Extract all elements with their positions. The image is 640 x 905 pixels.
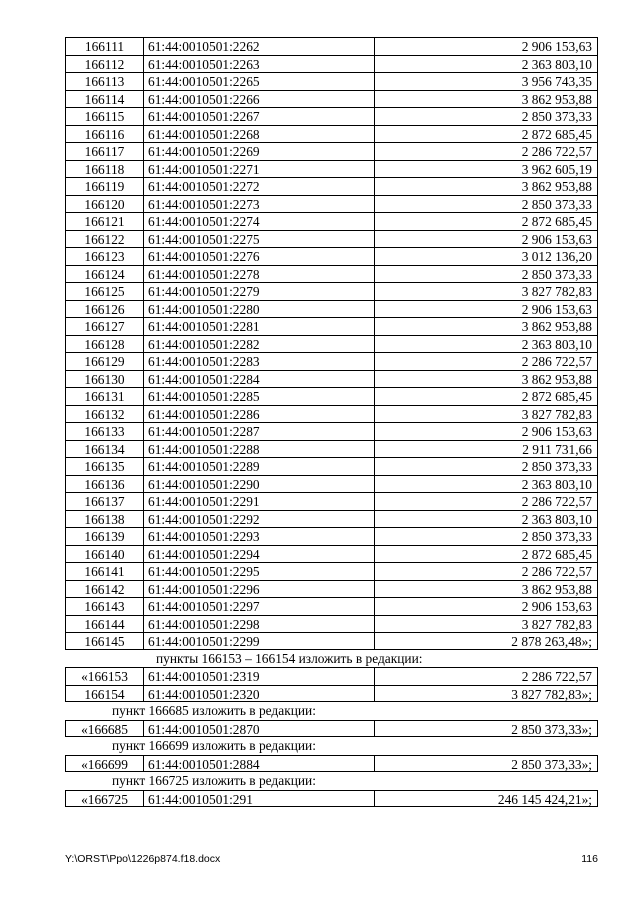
value-cell: 2 286 722,57	[374, 352, 598, 370]
row-number-cell: 166135	[65, 457, 143, 475]
table-row	[65, 492, 598, 510]
value-cell: 2 363 803,10	[374, 475, 598, 493]
value-cell: 2 911 731,66	[374, 440, 598, 458]
document-table	[65, 37, 598, 807]
cadastral-number-cell: 61:44:0010501:2293	[143, 527, 374, 545]
value-cell: 2 286 722,57	[374, 142, 598, 160]
value-cell: 2 850 373,33	[374, 265, 598, 283]
table-row	[65, 387, 598, 405]
amendment-instruction	[65, 702, 598, 720]
cadastral-number-cell: 61:44:0010501:2285	[143, 387, 374, 405]
table-row	[65, 667, 598, 685]
amendment-text: пункты 166153 – 166154 изложить в редакции:	[156, 650, 423, 666]
row-number-cell: 166126	[65, 300, 143, 318]
value-cell: 3 827 782,83»;	[374, 685, 598, 703]
table-row	[65, 440, 598, 458]
value-cell: 3 862 953,88	[374, 580, 598, 598]
cadastral-number-cell: 61:44:0010501:2299	[143, 632, 374, 650]
table-row	[65, 160, 598, 178]
cadastral-number-cell: 61:44:0010501:2266	[143, 90, 374, 108]
row-number-cell: 166136	[65, 475, 143, 493]
table-row	[65, 55, 598, 73]
table-row	[65, 527, 598, 545]
row-number-cell: «166685	[65, 720, 143, 738]
table-row	[65, 370, 598, 388]
cadastral-number-cell: 61:44:0010501:2283	[143, 352, 374, 370]
row-number-cell: 166138	[65, 510, 143, 528]
table-row	[65, 212, 598, 230]
table-row	[65, 720, 598, 738]
cadastral-number-cell: 61:44:0010501:2289	[143, 457, 374, 475]
value-cell: 3 862 953,88	[374, 90, 598, 108]
row-number-cell: 166116	[65, 125, 143, 143]
cadastral-number-cell: 61:44:0010501:2287	[143, 422, 374, 440]
row-number-cell: 166118	[65, 160, 143, 178]
row-number-cell: 166113	[65, 72, 143, 90]
table-row	[65, 72, 598, 90]
row-number-cell: 166139	[65, 527, 143, 545]
page-number: 116	[581, 853, 598, 865]
table-row	[65, 247, 598, 265]
table-row	[65, 597, 598, 615]
row-number-cell: 166117	[65, 142, 143, 160]
value-cell: 2 872 685,45	[374, 387, 598, 405]
cadastral-number-cell: 61:44:0010501:2278	[143, 265, 374, 283]
row-number-cell: 166130	[65, 370, 143, 388]
row-number-cell: 166115	[65, 107, 143, 125]
footer-file-path: Y:\ORST\Ppo\1226p874.f18.docx	[65, 853, 221, 865]
table-row	[65, 195, 598, 213]
value-cell: 3 827 782,83	[374, 615, 598, 633]
row-number-cell: 166129	[65, 352, 143, 370]
cadastral-number-cell: 61:44:0010501:2279	[143, 282, 374, 300]
value-cell: 2 850 373,33»;	[374, 720, 598, 738]
table-row	[65, 90, 598, 108]
cadastral-number-cell: 61:44:0010501:2295	[143, 562, 374, 580]
cadastral-number-cell: 61:44:0010501:2284	[143, 370, 374, 388]
value-cell: 2 850 373,33	[374, 457, 598, 475]
cadastral-number-cell: 61:44:0010501:2319	[143, 667, 374, 685]
value-cell: 2 286 722,57	[374, 667, 598, 685]
table-row	[65, 317, 598, 335]
row-number-cell: 166142	[65, 580, 143, 598]
row-number-cell: «166699	[65, 755, 143, 773]
cadastral-number-cell: 61:44:0010501:2276	[143, 247, 374, 265]
cadastral-number-cell: 61:44:0010501:2291	[143, 492, 374, 510]
table-row	[65, 335, 598, 353]
amendment-text: пункт 166725 изложить в редакции:	[112, 773, 316, 788]
row-number-cell: 166143	[65, 597, 143, 615]
row-number-cell: «166725	[65, 790, 143, 808]
cadastral-number-cell: 61:44:0010501:2292	[143, 510, 374, 528]
value-cell: 3 862 953,88	[374, 317, 598, 335]
row-number-cell: 166134	[65, 440, 143, 458]
cadastral-number-cell: 61:44:0010501:2297	[143, 597, 374, 615]
row-number-cell: «166153	[65, 667, 143, 685]
value-cell: 2 850 373,33	[374, 107, 598, 125]
value-cell: 3 962 605,19	[374, 160, 598, 178]
amendment-text: пункт 166685 изложить в редакции:	[112, 703, 316, 718]
table-row	[65, 230, 598, 248]
row-number-cell: 166120	[65, 195, 143, 213]
row-number-cell: 166111	[65, 37, 143, 55]
cadastral-number-cell: 61:44:0010501:2262	[143, 37, 374, 55]
value-cell: 2 906 153,63	[374, 597, 598, 615]
value-cell: 2 872 685,45	[374, 212, 598, 230]
cadastral-number-cell: 61:44:0010501:2269	[143, 142, 374, 160]
table-row	[65, 282, 598, 300]
value-cell: 2 850 373,33	[374, 195, 598, 213]
cadastral-number-cell: 61:44:0010501:2290	[143, 475, 374, 493]
value-cell: 2 850 373,33	[374, 527, 598, 545]
cadastral-number-cell: 61:44:0010501:2870	[143, 720, 374, 738]
row-number-cell: 166140	[65, 545, 143, 563]
cadastral-number-cell: 61:44:0010501:2273	[143, 195, 374, 213]
table-row	[65, 177, 598, 195]
value-cell: 2 363 803,10	[374, 335, 598, 353]
cadastral-number-cell: 61:44:0010501:2298	[143, 615, 374, 633]
cadastral-number-cell: 61:44:0010501:2265	[143, 72, 374, 90]
table-row	[65, 142, 598, 160]
table-row	[65, 352, 598, 370]
value-cell: 2 906 153,63	[374, 422, 598, 440]
value-cell: 2 906 153,63	[374, 300, 598, 318]
cadastral-number-cell: 61:44:0010501:291	[143, 790, 374, 808]
cadastral-number-cell: 61:44:0010501:2272	[143, 177, 374, 195]
cadastral-number-cell: 61:44:0010501:2884	[143, 755, 374, 773]
value-cell: 2 363 803,10	[374, 55, 598, 73]
row-number-cell: 166137	[65, 492, 143, 510]
table-row	[65, 510, 598, 528]
amendment-instruction	[65, 772, 598, 790]
table-row	[65, 422, 598, 440]
table-row	[65, 37, 598, 55]
row-number-cell: 166133	[65, 422, 143, 440]
value-cell: 2 850 373,33»;	[374, 755, 598, 773]
row-number-cell: 166125	[65, 282, 143, 300]
amendment-instruction	[65, 650, 598, 668]
cadastral-number-cell: 61:44:0010501:2296	[143, 580, 374, 598]
cadastral-number-cell: 61:44:0010501:2294	[143, 545, 374, 563]
value-cell: 2 872 685,45	[374, 545, 598, 563]
table-row	[65, 545, 598, 563]
table-row	[65, 300, 598, 318]
value-cell: 3 827 782,83	[374, 282, 598, 300]
cadastral-number-cell: 61:44:0010501:2281	[143, 317, 374, 335]
cadastral-number-cell: 61:44:0010501:2275	[143, 230, 374, 248]
value-cell: 3 862 953,88	[374, 370, 598, 388]
row-number-cell: 166124	[65, 265, 143, 283]
table-row	[65, 562, 598, 580]
value-cell: 3 012 136,20	[374, 247, 598, 265]
cadastral-number-cell: 61:44:0010501:2267	[143, 107, 374, 125]
table-row	[65, 790, 598, 808]
row-number-cell: 166144	[65, 615, 143, 633]
table-row	[65, 457, 598, 475]
table-row	[65, 632, 598, 650]
row-number-cell: 166114	[65, 90, 143, 108]
amendment-instruction	[65, 737, 598, 755]
cadastral-number-cell: 61:44:0010501:2280	[143, 300, 374, 318]
cadastral-number-cell: 61:44:0010501:2282	[143, 335, 374, 353]
value-cell: 3 956 743,35	[374, 72, 598, 90]
cadastral-number-cell: 61:44:0010501:2271	[143, 160, 374, 178]
cadastral-number-cell: 61:44:0010501:2286	[143, 405, 374, 423]
value-cell: 2 363 803,10	[374, 510, 598, 528]
value-cell: 2 286 722,57	[374, 562, 598, 580]
cadastral-number-cell: 61:44:0010501:2274	[143, 212, 374, 230]
amendment-text: пункт 166699 изложить в редакции:	[112, 738, 316, 753]
cadastral-number-cell: 61:44:0010501:2263	[143, 55, 374, 73]
row-number-cell: 166131	[65, 387, 143, 405]
row-number-cell: 166121	[65, 212, 143, 230]
table-row	[65, 685, 598, 703]
value-cell: 3 827 782,83	[374, 405, 598, 423]
table-row	[65, 265, 598, 283]
table-row	[65, 405, 598, 423]
value-cell: 2 906 153,63	[374, 230, 598, 248]
page-footer	[65, 853, 598, 865]
row-number-cell: 166145	[65, 632, 143, 650]
value-cell: 2 906 153,63	[374, 37, 598, 55]
value-cell: 246 145 424,21»;	[374, 790, 598, 808]
table-row	[65, 615, 598, 633]
row-number-cell: 166141	[65, 562, 143, 580]
row-number-cell: 166112	[65, 55, 143, 73]
row-number-cell: 166119	[65, 177, 143, 195]
table-row	[65, 125, 598, 143]
table-row	[65, 475, 598, 493]
cadastral-number-cell: 61:44:0010501:2288	[143, 440, 374, 458]
table-row	[65, 755, 598, 773]
row-number-cell: 166132	[65, 405, 143, 423]
row-number-cell: 166127	[65, 317, 143, 335]
table-row	[65, 580, 598, 598]
cadastral-number-cell: 61:44:0010501:2268	[143, 125, 374, 143]
value-cell: 2 872 685,45	[374, 125, 598, 143]
cadastral-number-cell: 61:44:0010501:2320	[143, 685, 374, 703]
row-number-cell: 166154	[65, 685, 143, 703]
value-cell: 2 878 263,48»;	[374, 632, 598, 650]
value-cell: 2 286 722,57	[374, 492, 598, 510]
value-cell: 3 862 953,88	[374, 177, 598, 195]
table-row	[65, 107, 598, 125]
row-number-cell: 166128	[65, 335, 143, 353]
row-number-cell: 166123	[65, 247, 143, 265]
row-number-cell: 166122	[65, 230, 143, 248]
